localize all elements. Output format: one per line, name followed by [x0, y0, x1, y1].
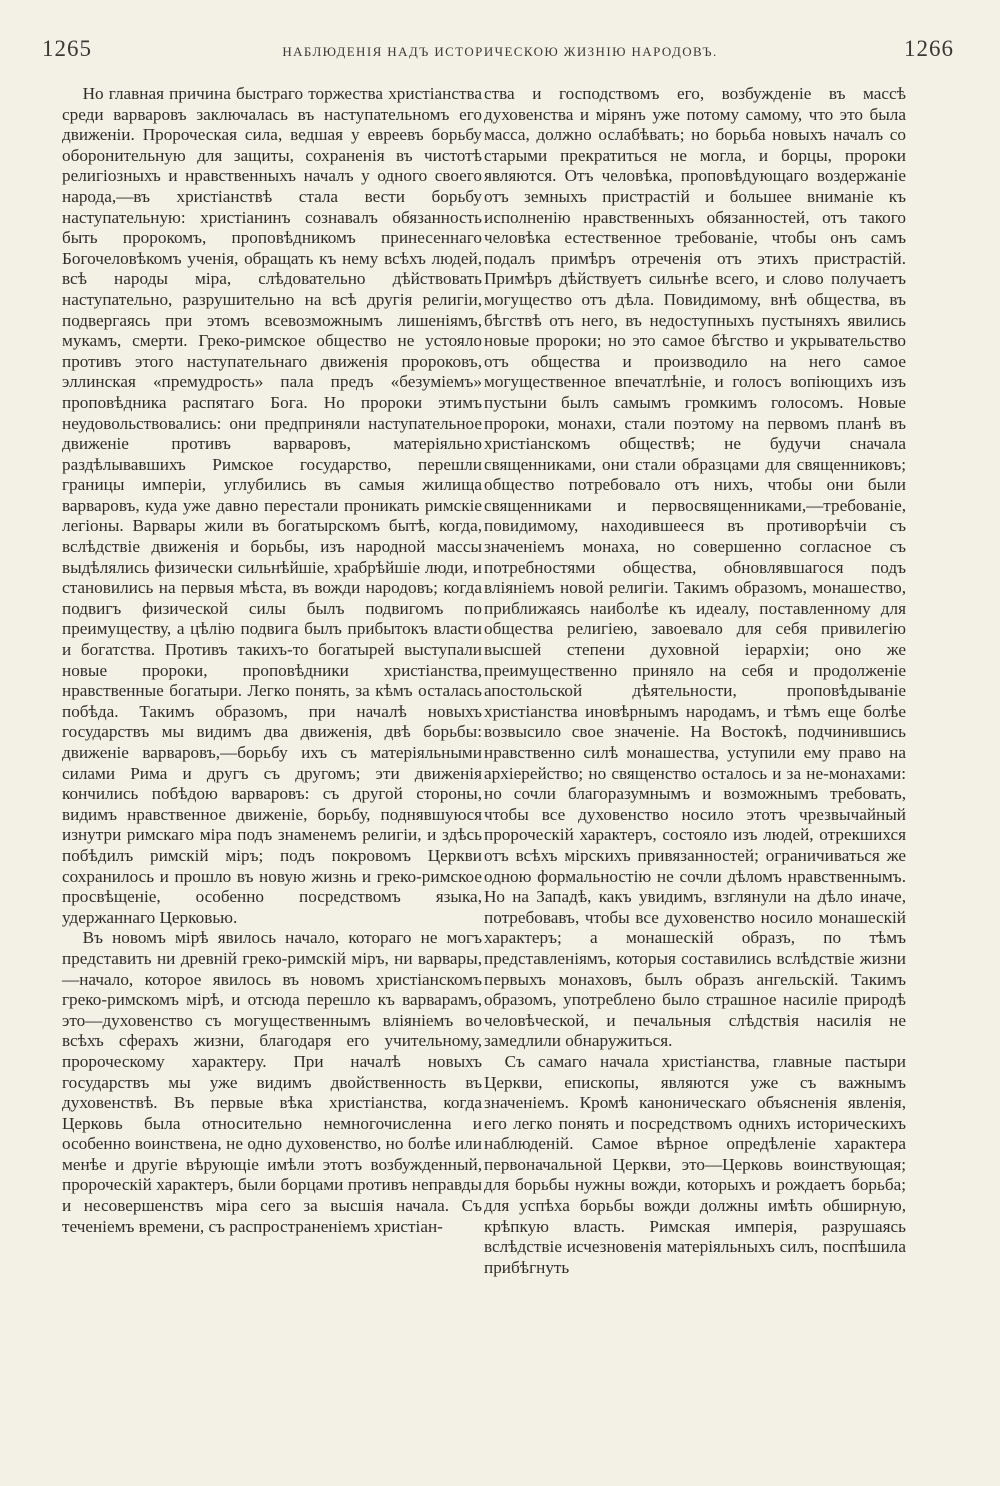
right-paragraph-2: Съ самаго начала христіанства, главные пастыри Церкви, епископы, являются уже съ важнымъ значеніемъ. Кромѣ каноническаго объясненія явленія, его легко понять и посредствомъ однихъ историческихъ наблюденій. Самое вѣрное опредѣленіе характера первоначальной Церкви, это—Церковь воинствующая; для борьбы нужны вожди, которыхъ и рождаетъ борьба; для успѣха борьбы вожди должны имѣть обширную, крѣпкую власть. Римская имперія, разрушаясь вслѣдствіе исчезновенія матеріяльныхъ силъ, поспѣшила прибѣгнуть	[484, 1051, 906, 1277]
left-text-column	[62, 84, 482, 1237]
running-header	[40, 36, 960, 76]
left-paragraph-1: Но главная причина быстраго торжества христіанства среди варваровъ заключалась въ наступательномъ его движеніи. Пророческая сила, ведшая у евреевъ борьбу оборонительную для защиты, сохраненія въ чистотѣ религіозныхъ и нравственныхъ началъ у одного своего народа,—въ христіанствѣ стала вести борьбу наступательную: христіанинъ сознавалъ обязанность быть пророкомъ, проповѣдникомъ принесеннаго Богочеловѣкомъ ученія, обращать къ нему всѣхъ людей, всѣ народы міра, слѣдовательно дѣйствовать наступательно, разрушительно на всѣ другія религіи, подвергаясь при этомъ всевозможнымъ лишеніямъ, мукамъ, смерти. Греко-римское общество не устояло противъ этого наступательнаго движенія пророковъ, эллинская «премудрость» пала предъ «безуміемъ» проповѣдника распятаго Бога. Но пророки этимъ неудовольствовались: они предприняли наступательное движеніе противъ варваровъ, матеріяльно раздѣлывавшихъ Римское государство, перешли границы имперіи, углубились въ самыя жилища варваровъ, куда уже давно перестали проникать римскіе легіоны. Варвары жили въ богатырскомъ бытѣ, когда, вслѣдствіе движенія и борьбы, изъ народной массы выдѣлялись физически сильнѣйшіе, храбрѣйшіе люди, и становились на первыя мѣста, въ вожди народовъ; когда подвигъ физической силы былъ подвигомъ по преимуществу, а цѣлію подвига былъ прибытокъ власти и богатства. Противъ такихъ-то богатырей выступали новые пророки, проповѣдники христіанства, нравственные богатыри. Легко понять, за кѣмъ осталась побѣда. Такимъ образомъ, при началѣ новыхъ государствъ мы видимъ два движенія, двѣ борьбы: движеніе варваровъ,—борьбу ихъ съ матеріяльными силами Рима и другъ съ другомъ; эти движенія кончились побѣдою варваровъ: съ другой стороны, видимъ нравственное движеніе, борьбу, поднявшуюся изнутри римскаго міра подъ знаменемъ религіи, и здѣсь побѣдилъ римскій міръ; подъ покровомъ Церкви сохранилось и прошло въ новую жизнь и греко-римское просвѣщеніе, особенно посредствомъ языка, удержаннаго Церковью.	[62, 84, 482, 927]
left-paragraph-2: Въ новомъ мірѣ явилось начало, котораго не могъ представить ни древній греко-римскій міръ, ни варвары,—начало, которое явилось въ новомъ христіанскомъ греко-римскомъ мірѣ, и отсюда перешло къ варварамъ, это—духовенство съ могущественнымъ вліяніемъ во всѣхъ сферахъ жизни, благодаря его учительному, пророческому характеру. При началѣ новыхъ государствъ мы уже видимъ двойственность въ духовенствѣ. Въ первые вѣка христіанства, когда Церковь была относительно немногочисленна и особенно воинствена, не одно духовенство, но болѣе или менѣе и другіе вѣрующіе имѣли этотъ возбужденный, пророческій характеръ, были борцами противъ неправды и несовершенствъ міра сего за высшія начала. Съ теченіемъ времени, съ распространеніемъ христіан-	[62, 928, 482, 1236]
right-text-column	[484, 84, 906, 1278]
right-page-number: 1266	[904, 36, 954, 61]
left-page-number: 1265	[42, 36, 92, 61]
running-title: НАБЛЮДЕНІЯ НАДЪ ИСТОРИЧЕСКОЮ ЖИЗНІЮ НАРОДОВЪ.	[282, 44, 718, 59]
column-divider	[472, 96, 473, 1396]
right-paragraph-1: ства и господствомъ его, возбужденіе въ массѣ духовенства и мірянъ уже потому самому, что это была масса, должно ослабѣвать; но борьба новыхъ началъ со старыми прекратиться не могла, и борцы, пророки являются. Отъ человѣка, проповѣдующаго воздержаніе отъ земныхъ пристрастій и большее вниманіе къ исполненію нравственныхъ обязанностей, отъ такого человѣка естественное требованіе, чтобы онъ самъ подалъ примѣръ отреченія отъ этихъ пристрастій. Примѣръ дѣйствуетъ сильнѣе всего, и слово получаетъ могущество отъ дѣла. Повидимому, внѣ общества, въ бѣгствѣ отъ него, въ недоступныхъ пустыняхъ явились новые пророки; но это самое бѣгство и укрывательство отъ общества и производило на него самое могущественное впечатлѣніе, и голосъ вопіющихъ изъ пустыни былъ самымъ громкимъ голосомъ. Новые пророки, монахи, стали поэтому на первомъ планѣ въ христіанскомъ обществѣ; не будучи сначала священниками, они стали образцами для священниковъ; общество потребовало отъ нихъ, чтобы они были священниками и первосвященниками,—требованіе, повидимому, находившееся въ противорѣчіи съ значеніемъ монаха, но совершенно согласное съ потребностями общества, обновлявшагося подъ вліяніемъ новой религіи. Такимъ образомъ, монашество, приближаясь наиболѣе къ идеалу, поставленному для общества религіею, завоевало для себя привилегію высшей степени духовной іерархіи; оно же преимущественно приняло на себя и продолженіе апостольской дѣятельности, проповѣдываніе христіанства иновѣрнымъ народамъ, и тѣмъ еще болѣе возвысило свое значеніе. На Востокѣ, подчинившись нравственно силѣ монашества, уступили ему право на архіерейство; но священство осталось и за не-монахами: но сочли благоразумнымъ и возможнымъ требовать, чтобы все духовенство носило этотъ чрезвычайный пророческій характеръ, состояло изъ людей, отрекшихся отъ всѣхъ мірскихъ привязанностей; ограничиваться же одною формальностію не сочли дѣломъ нравственнымъ. Но на Западѣ, какъ увидимъ, взглянули на дѣло иначе, потребовавъ, чтобы все духовенство носило монашескій характеръ; а монашескій образъ, по тѣмъ представленіямъ, которыя составились вслѣдствіе жизни первыхъ монаховъ, былъ образъ ангельскій. Такимъ образомъ, употреблено было страшное насиліе природѣ человѣческой, и печальныя слѣдствія насилія не замедлили обнаружиться.	[484, 84, 906, 1051]
